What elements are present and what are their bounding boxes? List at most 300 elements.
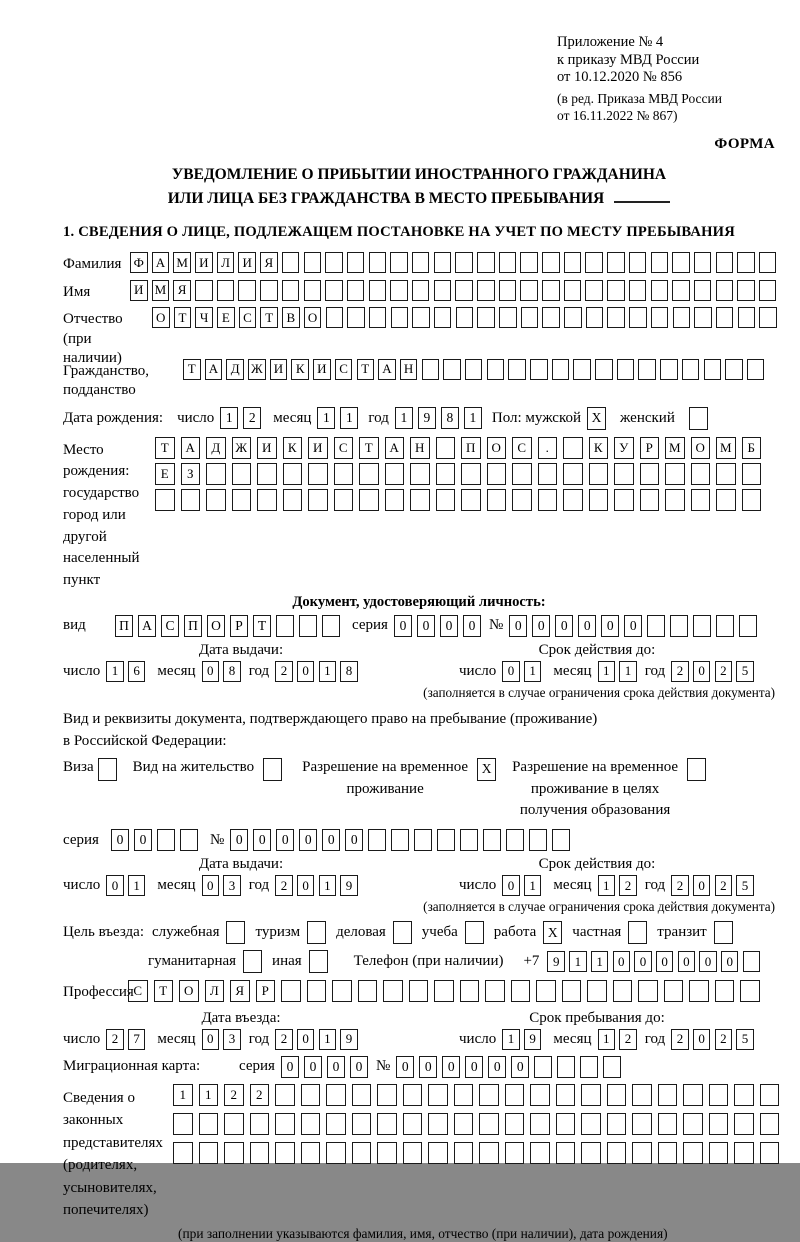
form-cell — [556, 1113, 576, 1135]
form-cell — [412, 252, 430, 273]
form-cell: Н — [400, 359, 418, 380]
form-cell: 8 — [340, 661, 358, 682]
form-cell — [693, 615, 711, 637]
residence-series-label: серия — [63, 831, 99, 848]
migration-number-label: № — [375, 1058, 391, 1075]
form-cell — [587, 980, 607, 1002]
form-cell — [538, 489, 558, 511]
purpose-opt-label: работа — [493, 924, 537, 941]
form-cell: 0 — [465, 1056, 483, 1078]
form-cell: П — [115, 615, 133, 637]
form-cell — [465, 359, 483, 380]
birth-day-cells — [220, 407, 261, 429]
form-cell: 0 — [396, 1056, 414, 1078]
form-cell — [607, 1084, 627, 1106]
form-cell: 0 — [502, 661, 520, 682]
form-cell: 1 — [598, 1029, 616, 1050]
form-cell — [301, 1084, 321, 1106]
expiry-year-cells — [671, 661, 754, 682]
form-cell: Ч — [195, 307, 213, 328]
form-cell — [250, 1113, 270, 1135]
form-cell: 0 — [532, 615, 550, 637]
purpose-opt-label: учеба — [421, 924, 458, 941]
form-cell: Л — [217, 252, 235, 273]
doc-kind-cells — [115, 615, 340, 637]
edu-permit-option — [512, 757, 706, 822]
form-cell — [638, 359, 656, 380]
form-cell: 0 — [281, 1056, 299, 1078]
form-cell — [206, 489, 226, 511]
form-cell — [224, 1113, 244, 1135]
form-cell: 0 — [634, 951, 652, 972]
form-cell: Я — [260, 252, 278, 273]
form-cell — [281, 980, 301, 1002]
form-cell — [359, 463, 379, 485]
form-cell: 0 — [299, 829, 317, 851]
form-cell — [322, 615, 340, 637]
form-title-line1: УВЕДОМЛЕНИЕ О ПРИБЫТИИ ИНОСТРАННОГО ГРАЖДАНИНА — [171, 166, 667, 183]
form-cell — [564, 252, 582, 273]
identity-issue-date: число 1 6 месяц 0 8 год 2 0 1 8 — [63, 661, 419, 682]
form-cell — [512, 463, 532, 485]
form-cell: 0 — [578, 615, 596, 637]
form-title — [63, 163, 775, 211]
form-cell — [747, 359, 765, 380]
form-cell — [326, 1113, 346, 1135]
temp-permit-checkbox: X — [477, 758, 496, 781]
form-cell: 5 — [736, 661, 754, 682]
form-cell: 2 — [243, 407, 261, 429]
form-cell — [614, 463, 634, 485]
form-cell — [460, 829, 478, 851]
form-cell — [520, 252, 538, 273]
form-cell — [412, 307, 430, 328]
form-cell: 2 — [715, 875, 733, 896]
residence-expiry-heading: Срок действия до: — [538, 856, 656, 873]
form-cell — [276, 615, 294, 637]
form-cell — [530, 1142, 550, 1164]
form-cell — [275, 1142, 295, 1164]
residence-issue-date: число 0 1 месяц 0 3 год 2 0 1 9 — [63, 875, 419, 896]
residence-expiry-month-cells — [598, 875, 637, 896]
form-cell — [409, 980, 429, 1002]
purpose-delovaya-checkbox — [393, 921, 412, 944]
entry-day-cells — [106, 1029, 145, 1050]
form-cell: 0 — [417, 615, 435, 637]
form-cell — [155, 489, 175, 511]
form-cell — [694, 252, 712, 273]
form-cell: О — [179, 980, 199, 1002]
form-cell: 1 — [502, 1029, 520, 1050]
form-cell — [347, 307, 365, 328]
form-cell — [638, 980, 658, 1002]
form-cell: 2 — [224, 1084, 244, 1106]
form-cell — [589, 489, 609, 511]
sex-female-label: женский — [620, 409, 675, 426]
form-cell: Я — [230, 980, 250, 1002]
form-cell — [412, 280, 430, 301]
appendix-line: от 10.12.2020 № 856 — [557, 69, 683, 86]
form-cell: 0 — [106, 875, 124, 896]
purpose-rabota-checkbox: X — [543, 921, 562, 944]
form-cell: О — [487, 437, 507, 459]
form-cell — [301, 1142, 321, 1164]
form-cell — [511, 980, 531, 1002]
citizenship-label: Гражданство, подданство — [63, 362, 150, 399]
form-cell: П — [461, 437, 481, 459]
residence-number-cells — [230, 829, 570, 851]
form-cell: М — [716, 437, 736, 459]
residence-issue-heading: Дата выдачи: — [198, 856, 284, 873]
form-cell: 0 — [304, 1056, 322, 1078]
form-cell: 1 — [319, 1029, 337, 1050]
entry-date-heading: Дата въезда: — [201, 1009, 281, 1026]
form-cell — [512, 489, 532, 511]
form-cell — [334, 463, 354, 485]
form-cell — [607, 280, 625, 301]
form-cell: 1 — [106, 661, 124, 682]
form-cell — [607, 1113, 627, 1135]
form-cell: С — [335, 359, 353, 380]
form-cell — [742, 489, 762, 511]
stay-until-heading: Срок пребывания до: — [529, 1009, 665, 1026]
form-cell: 0 — [656, 951, 674, 972]
form-cell — [672, 280, 690, 301]
form-cell — [529, 829, 547, 851]
purpose-label: Цель въезда: — [63, 924, 144, 941]
form-cell — [530, 1113, 550, 1135]
form-cell — [260, 280, 278, 301]
purpose-gumanitarnaya-checkbox — [243, 950, 262, 973]
representatives-note: (при заполнении указываются фамилия, имя, отчество (при наличии), дата рождения) — [178, 1225, 668, 1241]
residence-permit-checkbox — [263, 758, 282, 781]
form-cell: Т — [359, 437, 379, 459]
residence-issue-day-cells — [106, 875, 145, 896]
form-cell — [647, 615, 665, 637]
form-cell: 0 — [442, 1056, 460, 1078]
form-cell — [665, 489, 685, 511]
revision-line: (в ред. Приказа МВД России — [557, 91, 722, 107]
form-cell — [485, 980, 505, 1002]
form-cell: 0 — [502, 875, 520, 896]
form-cell: 0 — [488, 1056, 506, 1078]
form-cell — [563, 489, 583, 511]
day-label: число — [177, 409, 215, 426]
form-cell: 1 — [173, 1084, 193, 1106]
form-cell: Т — [155, 437, 175, 459]
form-cell: У — [614, 437, 634, 459]
form-cell — [709, 1084, 729, 1106]
form-cell — [651, 280, 669, 301]
residence-series-cells — [111, 829, 198, 851]
form-cell — [739, 615, 757, 637]
identity-doc-row — [63, 615, 775, 637]
form-cell: 1 — [598, 661, 616, 682]
form-cell — [301, 1113, 321, 1135]
doc-series-cells — [394, 615, 481, 637]
form-cell — [283, 463, 303, 485]
purpose-turizm-checkbox — [307, 921, 326, 944]
form-cell: Т — [154, 980, 174, 1002]
form-cell: 5 — [736, 1029, 754, 1050]
form-cell — [581, 1113, 601, 1135]
form-cell — [521, 307, 539, 328]
form-cell: 0 — [202, 661, 220, 682]
form-cell — [580, 1056, 598, 1078]
form-cell: Д — [206, 437, 226, 459]
identity-doc-heading: Документ, удостоверяющий личность: — [292, 593, 546, 610]
form-cell — [487, 463, 507, 485]
form-cell — [564, 307, 582, 328]
birth-place-block — [63, 437, 775, 592]
form-cell: 0 — [509, 615, 527, 637]
form-cell — [391, 307, 409, 328]
issue-year-cells — [275, 661, 358, 682]
form-cell: 0 — [345, 829, 363, 851]
appendix-line: Приложение № 4 — [557, 34, 664, 50]
form-cell: 6 — [128, 661, 146, 682]
form-cell — [506, 829, 524, 851]
form-cell — [581, 1084, 601, 1106]
revision-reference — [557, 91, 775, 124]
issue-day-cells — [106, 661, 145, 682]
form-cell — [556, 1084, 576, 1106]
profession-row — [63, 980, 775, 1003]
purpose-opt-label: гуманитарная — [148, 953, 237, 970]
form-cell — [683, 1084, 703, 1106]
representatives-block — [63, 1084, 775, 1222]
surname-label: Фамилия — [63, 256, 122, 273]
form-cell: Ф — [130, 252, 148, 273]
form-cell: Н — [410, 437, 430, 459]
form-cell: 2 — [671, 875, 689, 896]
form-cell — [414, 829, 432, 851]
form-cell — [607, 252, 625, 273]
expiry-date-heading: Срок действия до: — [538, 641, 656, 658]
birth-date-row — [63, 407, 775, 430]
form-cell: 2 — [275, 661, 293, 682]
form-cell — [552, 359, 570, 380]
form-cell — [629, 252, 647, 273]
form-cell: 0 — [394, 615, 412, 637]
form-cell: 1 — [317, 407, 335, 429]
form-cell — [443, 359, 461, 380]
form-cell — [390, 280, 408, 301]
form-cell: 0 — [350, 1056, 368, 1078]
form-cell — [173, 1142, 193, 1164]
form-cell — [658, 1084, 678, 1106]
form-cell: 2 — [250, 1084, 270, 1106]
form-cell: И — [308, 437, 328, 459]
form-cell: М — [173, 252, 191, 273]
form-cell — [454, 1113, 474, 1135]
appendix-line: к приказу МВД России — [557, 51, 700, 68]
form-cell — [734, 1113, 754, 1135]
birth-place-row1 — [155, 437, 761, 459]
form-cell — [410, 489, 430, 511]
form-cell — [562, 980, 582, 1002]
form-cell: 7 — [128, 1029, 146, 1050]
doc-number-cells — [509, 615, 757, 637]
form-cell — [195, 280, 213, 301]
patronymic-cells — [152, 307, 777, 328]
patronymic-label: Отчество (при наличии) — [63, 311, 123, 367]
form-cell: 0 — [613, 951, 631, 972]
form-cell — [683, 1113, 703, 1135]
form-cell — [499, 307, 517, 328]
form-cell — [725, 359, 743, 380]
form-cell — [455, 252, 473, 273]
form-cell — [530, 1084, 550, 1106]
form-cell — [454, 1084, 474, 1106]
form-cell — [173, 1113, 193, 1135]
form-cell — [499, 252, 517, 273]
form-cell — [664, 980, 684, 1002]
form-cell — [632, 1084, 652, 1106]
form-cell: Т — [260, 307, 278, 328]
name-label: Имя — [63, 283, 91, 300]
form-cell — [629, 280, 647, 301]
identity-doc-note: (заполняется в случае ограничения срока действия документа) — [423, 684, 775, 700]
profession-label: Профессия — [63, 984, 134, 1001]
form-cell — [586, 307, 604, 328]
form-cell: 0 — [297, 661, 315, 682]
form-cell: 0 — [202, 1029, 220, 1050]
form-cell — [304, 280, 322, 301]
birth-place-row3 — [155, 489, 761, 511]
form-cell: 1 — [598, 875, 616, 896]
form-cell — [275, 1084, 295, 1106]
form-cell — [180, 829, 198, 851]
form-cell: А — [385, 437, 405, 459]
form-cell — [715, 980, 735, 1002]
form-cell — [585, 252, 603, 273]
form-cell — [632, 1113, 652, 1135]
form-cell — [282, 252, 300, 273]
form-cell — [428, 1084, 448, 1106]
form-cell — [581, 1142, 601, 1164]
form-cell: 9 — [524, 1029, 542, 1050]
form-cell: 0 — [721, 951, 739, 972]
form-cell — [326, 307, 344, 328]
representatives-cells — [173, 1084, 779, 1168]
form-cell — [403, 1113, 423, 1135]
form-cell — [479, 1113, 499, 1135]
form-cell: И — [313, 359, 331, 380]
form-cell: 1 — [128, 875, 146, 896]
form-cell — [505, 1113, 525, 1135]
form-cell: Б — [742, 437, 762, 459]
form-cell — [651, 307, 669, 328]
form-cell — [477, 252, 495, 273]
form-cell — [436, 437, 456, 459]
form-cell: О — [691, 437, 711, 459]
form-cell — [434, 252, 452, 273]
form-cell — [734, 1084, 754, 1106]
form-cell — [564, 280, 582, 301]
form-cell — [436, 463, 456, 485]
doc-number-label: № — [488, 617, 504, 634]
entry-dates-row — [63, 1029, 775, 1050]
form-cell: О — [304, 307, 322, 328]
purpose-row2 — [63, 950, 775, 973]
entry-month-cells — [202, 1029, 241, 1050]
form-cell — [257, 489, 277, 511]
residence-expiry-date: число 0 1 месяц 1 2 год 2 0 2 5 — [419, 875, 775, 896]
form-cell — [505, 1142, 525, 1164]
form-cell: В — [282, 307, 300, 328]
form-cell — [477, 280, 495, 301]
form-cell: 1 — [591, 951, 609, 972]
name-cells — [130, 280, 776, 301]
form-cell — [347, 280, 365, 301]
form-cell — [742, 463, 762, 485]
form-cell: 1 — [395, 407, 413, 429]
form-cell: С — [239, 307, 257, 328]
form-cell: 0 — [555, 615, 573, 637]
form-cell — [232, 489, 252, 511]
form-cell — [479, 1142, 499, 1164]
form-cell: 1 — [524, 661, 542, 682]
sex-male-label: Пол: мужской — [491, 409, 582, 426]
form-cell: 0 — [693, 1029, 711, 1050]
form-cell — [383, 980, 403, 1002]
migration-series-cells — [281, 1056, 368, 1078]
form-cell — [557, 1056, 575, 1078]
form-cell — [640, 463, 660, 485]
form-cell — [377, 1084, 397, 1106]
form-cell: 1 — [199, 1084, 219, 1106]
residence-dates-headings — [63, 856, 775, 873]
section1-heading: 1. СВЕДЕНИЯ О ЛИЦЕ, ПОДЛЕЖАЩЕМ ПОСТАНОВКЕ НА УЧЕТ ПО МЕСТУ ПРЕБЫВАНИЯ — [63, 224, 735, 241]
form-cell: О — [207, 615, 225, 637]
form-cell: С — [512, 437, 532, 459]
form-cell: 0 — [276, 829, 294, 851]
year-label: год — [368, 409, 389, 426]
visa-label: Виза — [63, 758, 94, 775]
form-cell: 0 — [440, 615, 458, 637]
form-cell: И — [238, 252, 256, 273]
representatives-label: Сведения о законных представителях (родителях, усыновителях, попечителях) — [63, 1089, 163, 1219]
form-cell — [563, 463, 583, 485]
form-cell — [224, 1142, 244, 1164]
form-cell: Ж — [248, 359, 266, 380]
form-cell: 2 — [671, 661, 689, 682]
form-cell: 8 — [441, 407, 459, 429]
form-cell — [369, 280, 387, 301]
identity-expiry-date: число 0 1 месяц 1 1 год 2 0 2 5 — [419, 661, 775, 682]
residence-permit-option — [133, 757, 282, 781]
residence-expiry-year-cells — [671, 875, 754, 896]
form-cell: 5 — [736, 875, 754, 896]
form-cell: 0 — [693, 661, 711, 682]
surname-cells — [130, 252, 776, 273]
female-checkbox — [689, 407, 708, 430]
expiry-month-cells — [598, 661, 637, 682]
form-cell: 0 — [463, 615, 481, 637]
form-cell: 1 — [569, 951, 587, 972]
form-cell: Р — [640, 437, 660, 459]
visa-checkbox — [98, 758, 117, 781]
form-cell — [377, 1142, 397, 1164]
form-cell: 8 — [223, 661, 241, 682]
form-cell: 9 — [340, 1029, 358, 1050]
stay-day-cells — [502, 1029, 541, 1050]
form-cell — [352, 1084, 372, 1106]
surname-row — [63, 252, 775, 275]
form-cell — [651, 252, 669, 273]
residence-number-label: № — [209, 831, 225, 848]
